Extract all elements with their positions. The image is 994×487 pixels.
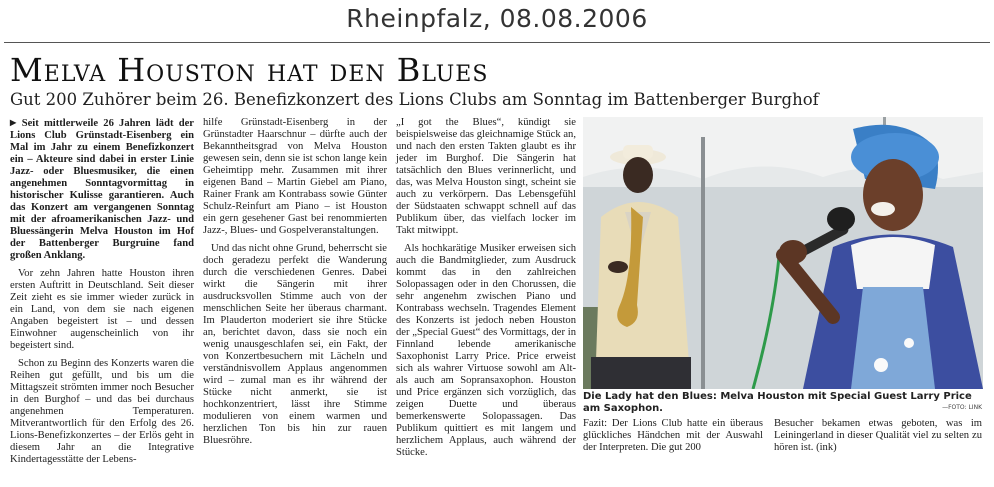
paragraph: Fazit: Der Lions Club hatte ein überaus glückliches Händchen mit der Auswahl der Interpreten. Die gut 200 — [583, 418, 763, 453]
newspaper-masthead: Rheinpfalz, 08.08.2006 — [346, 4, 648, 33]
triangle-right-icon: ▶ — [10, 118, 19, 127]
concert-photo — [583, 117, 983, 389]
paragraph: Schon zu Beginn des Konzerts waren die Reihen gut gefüllt, und bis um die Mittagszeit strömten immer noch Besucher in den Burghof – und das bei durchaus angenehmen Temperaturen. Mitverantwortlich für den Erfolg des 26. Lions-Benefizkonzertes – der Erlös geht in diesem Jahr an die Integrative Kindertagesstätte der Lebens- — [10, 358, 194, 465]
lead-text: Seit mittlerweile 26 Jahren lädt der Lions Club Grünstadt-Eisenberg ein Mal im Jahr zu einem Benefizkonzert ein – Akteure sind dabei in erster Linie Jazz- oder Bluesmusiker, die einen angenehmen Sonntagvormittag in historischer Kulisse garantieren. Auch das Konzert am vergangenen Sonntag mit der afroamerikanischen Jazz- und Bluessängerin Melva Houston im Hof der Battenberger Burgruine fand großen Anklang. — [10, 118, 194, 261]
photo-credit: —FOTO: LINK — [942, 404, 982, 411]
paragraph: „I got the Blues“, kündigt sie beispielsweise das gleichnamige Stück an, und nach den ersten Takten glaubt es ihr jeder im Burghof. Die Sängerin hat tatsächlich den Blues verinnerlicht, und das, was Melva Houston singt, scheint sie auch zu verkörpern. Das Lebensgefühl der Südstaaten schwappt schnell auf das Publikum über, das vielfach locker im Takt mitwippt. — [396, 117, 576, 236]
article-column-4 — [583, 418, 763, 460]
article-column-1 — [10, 117, 194, 472]
paragraph: Besucher bekamen etwas geboten, was im Leiningerland in dieser Qualität viel zu selten zu hören ist. (ink) — [774, 418, 982, 453]
paragraph: Und das nicht ohne Grund, beherrscht sie doch geradezu perfekt die Wanderung durch die verschiedenen Genres. Dabei wirkt die Sängerin mit ihrer ausdrucksvollen Stimme auch von der menschlichen Seite her überaus charmant. Im Plauderton moderiert sie ihre Stücke an, berichtet davon, dass sie noch ein wenig unausgeschlafen sei, ein Fakt, der von Konzertbesuchern mit Lächeln und verständnisvollem Applaus angenommen wird – zumal man es ihr während der Stücke nicht anmerkt, sie ist hochkonzentriert, lässt ihre Stimme modulieren von einem warmen und herzlichen Ton bis hin zur rauen Bluesröhre. — [203, 243, 387, 446]
article-column-2 — [203, 117, 387, 453]
paragraph: Als hochkarätige Musiker erweisen sich auch die Bandmitglieder, zum Ausdruck kommt das in den zahlreichen Solopassagen oder in den Chorussen, die sehr angenehm zwischen Piano und Kontrabass wechseln. Tragendes Element des Konzerts ist jedoch neben Houston der „Special Guest“ des Vormittags, der in Finnland lebende amerikanische Saxophonist Larry Price. Price erweist sich als wahrer Virtuose sowohl am Alt- als auch am Sopransaxophon. Houston und Price ergänzen sich vorzüglich, das zeigen Duette und überaus bemerkenswerte Solopassagen. Das Publikum quittiert es mit langem und herzlichem Applaus, auch während der Stücke. — [396, 243, 576, 458]
article-column-3 — [396, 117, 576, 465]
photo-caption: Die Lady hat den Blues: Melva Houston mit Special Guest Larry Price am Saxophon. — [583, 391, 972, 414]
paragraph: Vor zehn Jahren hatte Houston ihren ersten Auftritt in Deutschland. Seit dieser Zeit zieht es sie immer wieder zurück in ein Land, von dem sie nach eigenen Angaben begeistert ist – und dessen Einwohner augenscheinlich von ihr begeistert sind. — [10, 268, 194, 351]
article-headline: Melva Houston hat den Blues — [10, 51, 489, 89]
article-subheadline: Gut 200 Zuhörer beim 26. Benefizkonzert des Lions Clubs am Sonntag im Battenberger Burghof — [10, 90, 819, 109]
paragraph: hilfe Grünstadt-Eisenberg in der Grünstadter Haarschnur – dürfte auch der Bekanntheitsgrad von Melva Houston gewesen sein, denn sie ist schon lange kein Geheimtipp mehr. Zusammen mit ihrer eigenen Band – Martin Giebel am Piano, Rainer Frank am Kontrabass sowie Günter Schulz-Reinfurt am Piano – ist Houston ein gern gesehener Gast bei renommierten Jazz-, Blues- und Gospelveranstaltungen. — [203, 117, 387, 236]
article-column-5 — [774, 418, 982, 460]
masthead-rule — [4, 42, 990, 43]
lead-paragraph — [10, 117, 194, 262]
